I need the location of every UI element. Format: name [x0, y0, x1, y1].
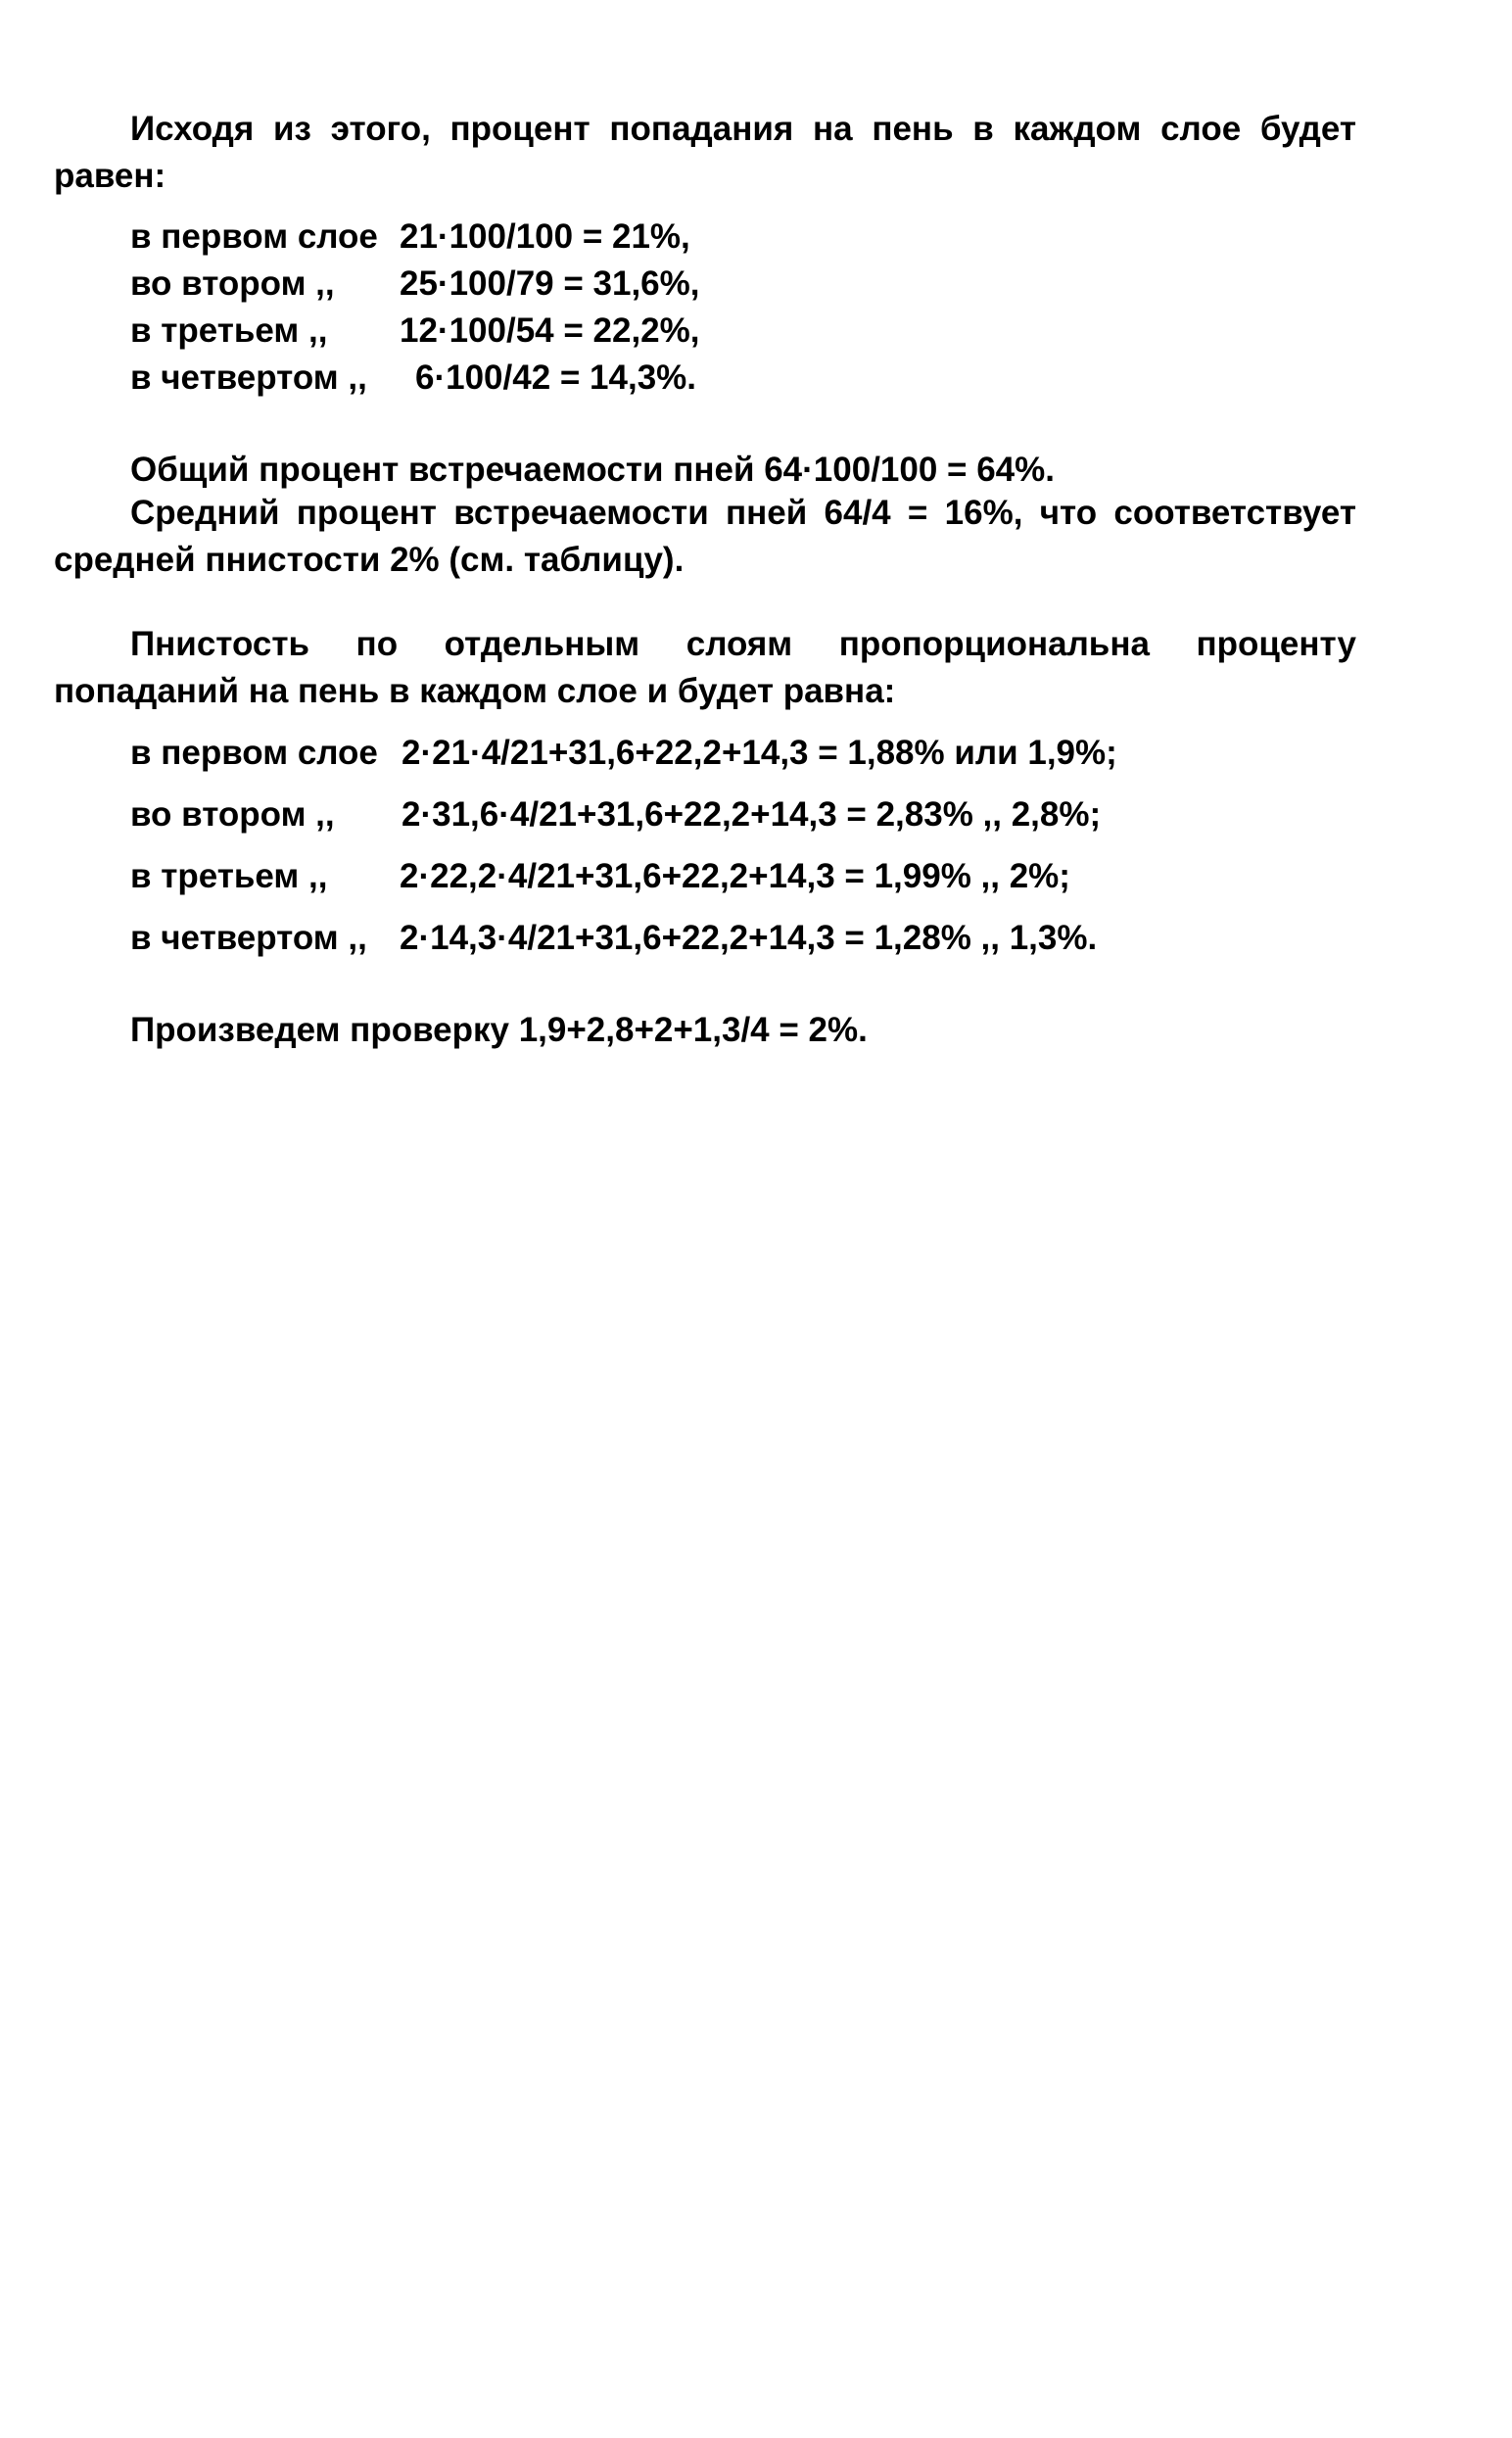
hits-label-4: в четвертом ,, — [130, 359, 367, 397]
stumpiness-expr-3: 2·22,2·4/21+31,6+22,2+14,3 = 1,99% ,, 2%; — [400, 857, 1070, 895]
hits-expr-2: 25·100/79 = 31,6%, — [400, 264, 700, 303]
average-paragraph: Средний процент встречаемости пней 64/4 = 16%, что соответствует средней пнистости 2% (см. таблицу). — [54, 494, 1356, 579]
total-line: Общий процент встречаемости пней 64·100/100 = 64%. — [130, 451, 1055, 489]
proportional-paragraph: Пнистость по отдельным слоям пропорциональна проценту попаданий на пень в каждом слое и будет равна: — [54, 625, 1356, 710]
stumpiness-label-2: во втором ,, — [130, 795, 335, 834]
hits-expr-4: 6·100/42 = 14,3%. — [415, 359, 697, 397]
hits-expr-3: 12·100/54 = 22,2%, — [400, 311, 700, 350]
stumpiness-expr-4: 2·14,3·4/21+31,6+22,2+14,3 = 1,28% ,, 1,3%. — [400, 919, 1098, 957]
intro-paragraph: Исходя из этого, процент попадания на пень в каждом слое будет равен: — [54, 110, 1356, 195]
hits-label-1: в первом слое — [130, 217, 378, 256]
hits-label-3: в третьем ,, — [130, 311, 328, 350]
stumpiness-expr-2: 2·31,6·4/21+31,6+22,2+14,3 = 2,83% ,, 2,8%; — [402, 795, 1102, 834]
stumpiness-expr-1: 2·21·4/21+31,6+22,2+14,3 = 1,88% или 1,9%; — [402, 734, 1117, 772]
stumpiness-label-3: в третьем ,, — [130, 857, 328, 895]
check-line: Произведем проверку 1,9+2,8+2+1,3/4 = 2%. — [130, 1011, 868, 1049]
hits-label-2: во втором ,, — [130, 264, 335, 303]
stumpiness-label-1: в первом слое — [130, 734, 378, 772]
stumpiness-label-4: в четвертом ,, — [130, 919, 367, 957]
hits-expr-1: 21·100/100 = 21%, — [400, 217, 690, 256]
